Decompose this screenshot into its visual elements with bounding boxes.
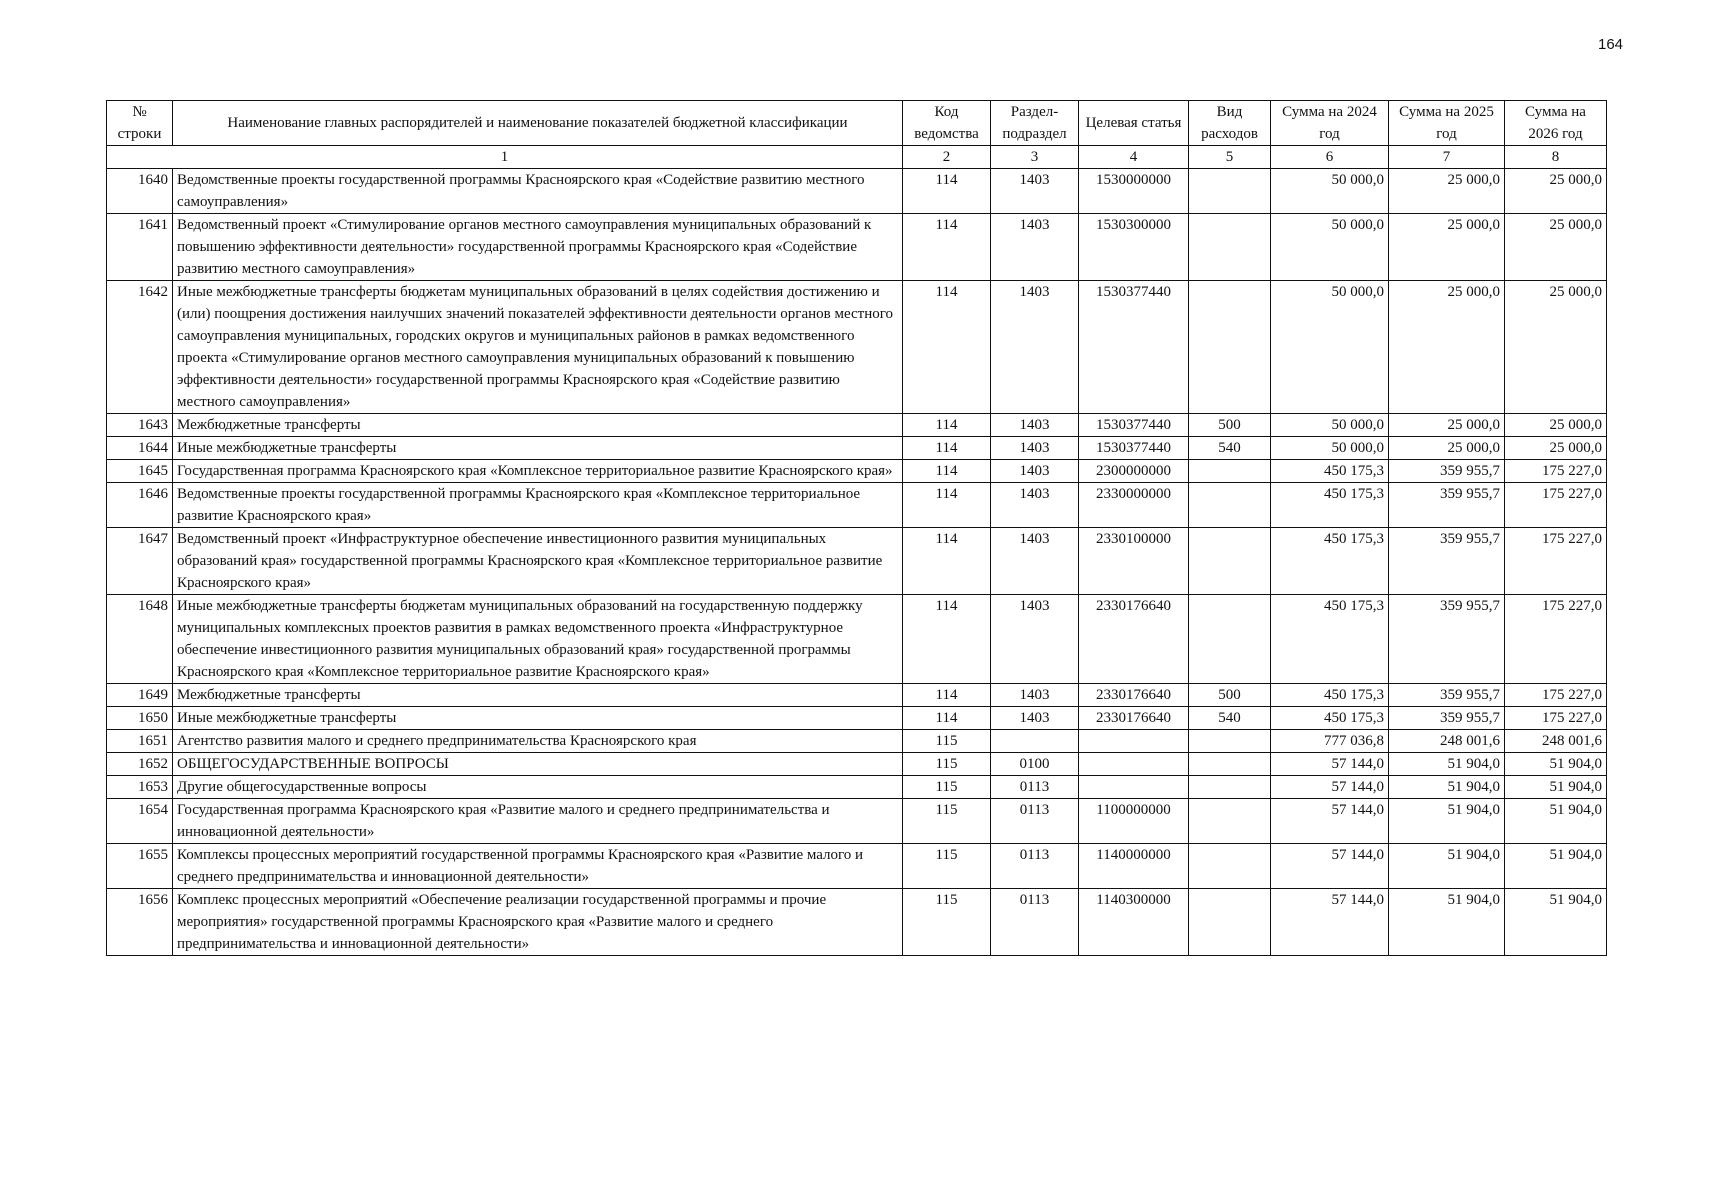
- row-exp-type: [1189, 799, 1271, 844]
- row-sum-2024: 450 175,3: [1271, 460, 1389, 483]
- header-sum-2026: Сумма на 2026 год: [1505, 101, 1607, 146]
- row-sum-2025: 248 001,6: [1389, 730, 1505, 753]
- header-target: Целевая статья: [1079, 101, 1189, 146]
- row-name: Ведомственные проекты государственной программы Красноярского края «Содействие развитию местного самоуправления»: [173, 169, 903, 214]
- row-dept-code: 114: [903, 707, 991, 730]
- row-name: Иные межбюджетные трансферты бюджетам муниципальных образований на государственную поддержку муниципальных комплексных проектов развития в рамках ведомственного проекта «Инфраструктурное обеспечение инвестиционного развития муниципальных образований края» государственной программы Красноярского края «Комплексное территориальное развитие Красноярского края»: [173, 595, 903, 684]
- row-sum-2025: 51 904,0: [1389, 753, 1505, 776]
- row-sum-2024: 450 175,3: [1271, 707, 1389, 730]
- row-sum-2026: 175 227,0: [1505, 483, 1607, 528]
- row-number: 1652: [107, 753, 173, 776]
- row-section: 1403: [991, 483, 1079, 528]
- row-target: [1079, 753, 1189, 776]
- row-sum-2024: 450 175,3: [1271, 528, 1389, 595]
- row-section: 1403: [991, 214, 1079, 281]
- row-number: 1646: [107, 483, 173, 528]
- row-section: 1403: [991, 528, 1079, 595]
- header-name: Наименование главных распорядителей и наименование показателей бюджетной классификации: [173, 101, 903, 146]
- row-number: 1651: [107, 730, 173, 753]
- column-number: 7: [1389, 146, 1505, 169]
- table-body: [107, 169, 1607, 956]
- column-number-row: [107, 146, 1607, 169]
- row-target: 1530300000: [1079, 214, 1189, 281]
- row-target: 2330176640: [1079, 707, 1189, 730]
- header-row: [107, 101, 1607, 146]
- row-target: 1530377440: [1079, 281, 1189, 414]
- row-exp-type: 540: [1189, 437, 1271, 460]
- row-exp-type: [1189, 753, 1271, 776]
- row-number: 1647: [107, 528, 173, 595]
- row-sum-2024: 50 000,0: [1271, 414, 1389, 437]
- row-sum-2026: 175 227,0: [1505, 528, 1607, 595]
- row-number: 1648: [107, 595, 173, 684]
- row-section: 1403: [991, 707, 1079, 730]
- table-row: [107, 776, 1607, 799]
- table-row: [107, 281, 1607, 414]
- row-section: 1403: [991, 684, 1079, 707]
- table-row: [107, 528, 1607, 595]
- row-sum-2024: 50 000,0: [1271, 214, 1389, 281]
- row-target: 1530000000: [1079, 169, 1189, 214]
- table-row: [107, 799, 1607, 844]
- row-exp-type: 500: [1189, 414, 1271, 437]
- row-sum-2025: 359 955,7: [1389, 528, 1505, 595]
- row-sum-2024: 57 144,0: [1271, 799, 1389, 844]
- row-number: 1650: [107, 707, 173, 730]
- row-sum-2024: 57 144,0: [1271, 776, 1389, 799]
- row-target: 2330176640: [1079, 595, 1189, 684]
- table-row: [107, 730, 1607, 753]
- row-section: 1403: [991, 460, 1079, 483]
- row-dept-code: 115: [903, 889, 991, 956]
- row-exp-type: [1189, 889, 1271, 956]
- row-sum-2024: 50 000,0: [1271, 437, 1389, 460]
- row-name: Ведомственные проекты государственной программы Красноярского края «Комплексное территориальное развитие Красноярского края»: [173, 483, 903, 528]
- row-target: 2330100000: [1079, 528, 1189, 595]
- row-section: 1403: [991, 437, 1079, 460]
- row-name: ОБЩЕГОСУДАРСТВЕННЫЕ ВОПРОСЫ: [173, 753, 903, 776]
- row-dept-code: 114: [903, 684, 991, 707]
- row-sum-2026: 25 000,0: [1505, 414, 1607, 437]
- row-name: Межбюджетные трансферты: [173, 684, 903, 707]
- table-row: [107, 437, 1607, 460]
- row-number: 1653: [107, 776, 173, 799]
- page-number: 164: [1598, 36, 1624, 53]
- row-sum-2025: 359 955,7: [1389, 460, 1505, 483]
- row-section: 1403: [991, 414, 1079, 437]
- row-dept-code: 114: [903, 414, 991, 437]
- row-dept-code: 115: [903, 730, 991, 753]
- row-sum-2026: 51 904,0: [1505, 753, 1607, 776]
- row-dept-code: 115: [903, 753, 991, 776]
- row-sum-2024: 50 000,0: [1271, 169, 1389, 214]
- row-number: 1654: [107, 799, 173, 844]
- header-row-no: № строки: [107, 101, 173, 146]
- row-sum-2026: 51 904,0: [1505, 799, 1607, 844]
- header-sum-2024: Сумма на 2024 год: [1271, 101, 1389, 146]
- row-sum-2024: 450 175,3: [1271, 483, 1389, 528]
- table-row: [107, 684, 1607, 707]
- row-target: 1530377440: [1079, 437, 1189, 460]
- row-sum-2025: 359 955,7: [1389, 483, 1505, 528]
- row-name: Комплексы процессных мероприятий государственной программы Красноярского края «Развитие малого и среднего предпринимательства и инновационной деятельности»: [173, 844, 903, 889]
- table-row: [107, 483, 1607, 528]
- row-sum-2026: 51 904,0: [1505, 776, 1607, 799]
- row-name: Государственная программа Красноярского края «Развитие малого и среднего предпринимательства и инновационной деятельности»: [173, 799, 903, 844]
- row-exp-type: [1189, 483, 1271, 528]
- row-sum-2024: 50 000,0: [1271, 281, 1389, 414]
- row-target: 1530377440: [1079, 414, 1189, 437]
- row-sum-2024: 57 144,0: [1271, 844, 1389, 889]
- row-name: Иные межбюджетные трансферты: [173, 707, 903, 730]
- row-sum-2024: 57 144,0: [1271, 753, 1389, 776]
- row-section: 0113: [991, 889, 1079, 956]
- row-exp-type: [1189, 169, 1271, 214]
- row-target: 2330176640: [1079, 684, 1189, 707]
- row-section: 1403: [991, 595, 1079, 684]
- header-section: Раздел-подраздел: [991, 101, 1079, 146]
- row-dept-code: 114: [903, 281, 991, 414]
- row-exp-type: [1189, 528, 1271, 595]
- row-sum-2024: 57 144,0: [1271, 889, 1389, 956]
- budget-table: [106, 100, 1607, 956]
- table-row: [107, 889, 1607, 956]
- row-exp-type: [1189, 730, 1271, 753]
- table-row: [107, 595, 1607, 684]
- header-sum-2025: Сумма на 2025 год: [1389, 101, 1505, 146]
- row-sum-2026: 51 904,0: [1505, 844, 1607, 889]
- row-name: Межбюджетные трансферты: [173, 414, 903, 437]
- row-exp-type: [1189, 844, 1271, 889]
- column-number: 5: [1189, 146, 1271, 169]
- table-row: [107, 214, 1607, 281]
- row-name: Государственная программа Красноярского края «Комплексное территориальное развитие Красноярского края»: [173, 460, 903, 483]
- column-number: 2: [903, 146, 991, 169]
- header-exp-type: Вид расходов: [1189, 101, 1271, 146]
- row-number: 1655: [107, 844, 173, 889]
- column-number: 8: [1505, 146, 1607, 169]
- row-sum-2024: 777 036,8: [1271, 730, 1389, 753]
- column-number: 1: [107, 146, 903, 169]
- row-target: 2330000000: [1079, 483, 1189, 528]
- row-dept-code: 114: [903, 214, 991, 281]
- row-number: 1640: [107, 169, 173, 214]
- table-row: [107, 707, 1607, 730]
- row-dept-code: 114: [903, 528, 991, 595]
- row-section: [991, 730, 1079, 753]
- row-exp-type: 540: [1189, 707, 1271, 730]
- row-name: Ведомственный проект «Стимулирование органов местного самоуправления муниципальных образований к повышению эффективности деятельности» государственной программы Красноярского края «Содействие развитию местного самоуправления»: [173, 214, 903, 281]
- row-sum-2025: 25 000,0: [1389, 437, 1505, 460]
- row-name: Иные межбюджетные трансферты бюджетам муниципальных образований в целях содействия достижению и (или) поощрения достижения наилучших значений показателей эффективности деятельности органов местного самоуправления муниципальных, городских округов и муниципальных районов в рамках ведомственного проекта «Стимулирование органов местного самоуправления муниципальных образований к повышению эффективности деятельности» государственной программы Красноярского края «Содействие развитию местного самоуправления»: [173, 281, 903, 414]
- row-sum-2025: 359 955,7: [1389, 684, 1505, 707]
- row-dept-code: 115: [903, 776, 991, 799]
- table-row: [107, 414, 1607, 437]
- row-number: 1643: [107, 414, 173, 437]
- row-sum-2025: 25 000,0: [1389, 281, 1505, 414]
- header-dept-code: Код ведомства: [903, 101, 991, 146]
- row-number: 1641: [107, 214, 173, 281]
- row-sum-2026: 51 904,0: [1505, 889, 1607, 956]
- row-name: Агентство развития малого и среднего предпринимательства Красноярского края: [173, 730, 903, 753]
- row-target: [1079, 730, 1189, 753]
- row-dept-code: 115: [903, 844, 991, 889]
- row-exp-type: 500: [1189, 684, 1271, 707]
- row-number: 1649: [107, 684, 173, 707]
- column-number: 3: [991, 146, 1079, 169]
- row-sum-2025: 25 000,0: [1389, 414, 1505, 437]
- table-row: [107, 460, 1607, 483]
- row-sum-2025: 51 904,0: [1389, 844, 1505, 889]
- row-number: 1644: [107, 437, 173, 460]
- column-number: 4: [1079, 146, 1189, 169]
- row-section: 0113: [991, 844, 1079, 889]
- row-sum-2026: 175 227,0: [1505, 707, 1607, 730]
- row-exp-type: [1189, 595, 1271, 684]
- row-target: 1140000000: [1079, 844, 1189, 889]
- row-number: 1642: [107, 281, 173, 414]
- row-sum-2024: 450 175,3: [1271, 684, 1389, 707]
- row-target: 1140300000: [1079, 889, 1189, 956]
- row-dept-code: 114: [903, 460, 991, 483]
- row-number: 1656: [107, 889, 173, 956]
- row-sum-2025: 51 904,0: [1389, 799, 1505, 844]
- row-target: 2300000000: [1079, 460, 1189, 483]
- row-exp-type: [1189, 776, 1271, 799]
- row-sum-2025: 25 000,0: [1389, 214, 1505, 281]
- table-row: [107, 169, 1607, 214]
- row-sum-2024: 450 175,3: [1271, 595, 1389, 684]
- row-section: 0113: [991, 776, 1079, 799]
- row-name: Другие общегосударственные вопросы: [173, 776, 903, 799]
- row-section: 1403: [991, 169, 1079, 214]
- row-sum-2026: 25 000,0: [1505, 214, 1607, 281]
- row-dept-code: 115: [903, 799, 991, 844]
- row-sum-2025: 51 904,0: [1389, 889, 1505, 956]
- row-sum-2026: 175 227,0: [1505, 595, 1607, 684]
- row-target: 1100000000: [1079, 799, 1189, 844]
- row-sum-2025: 25 000,0: [1389, 169, 1505, 214]
- row-sum-2026: 248 001,6: [1505, 730, 1607, 753]
- row-sum-2025: 51 904,0: [1389, 776, 1505, 799]
- row-target: [1079, 776, 1189, 799]
- row-name: Иные межбюджетные трансферты: [173, 437, 903, 460]
- row-exp-type: [1189, 460, 1271, 483]
- row-section: 0100: [991, 753, 1079, 776]
- table-row: [107, 844, 1607, 889]
- row-exp-type: [1189, 214, 1271, 281]
- row-dept-code: 114: [903, 169, 991, 214]
- table-row: [107, 753, 1607, 776]
- row-dept-code: 114: [903, 595, 991, 684]
- row-sum-2025: 359 955,7: [1389, 707, 1505, 730]
- row-section: 1403: [991, 281, 1079, 414]
- row-dept-code: 114: [903, 483, 991, 528]
- row-sum-2026: 175 227,0: [1505, 684, 1607, 707]
- row-number: 1645: [107, 460, 173, 483]
- row-dept-code: 114: [903, 437, 991, 460]
- column-number: 6: [1271, 146, 1389, 169]
- row-sum-2026: 25 000,0: [1505, 281, 1607, 414]
- row-exp-type: [1189, 281, 1271, 414]
- row-name: Ведомственный проект «Инфраструктурное обеспечение инвестиционного развития муниципальных образований края» государственной программы Красноярского края «Комплексное территориальное развитие Красноярского края»: [173, 528, 903, 595]
- row-sum-2025: 359 955,7: [1389, 595, 1505, 684]
- row-sum-2026: 25 000,0: [1505, 437, 1607, 460]
- row-sum-2026: 175 227,0: [1505, 460, 1607, 483]
- row-section: 0113: [991, 799, 1079, 844]
- row-name: Комплекс процессных мероприятий «Обеспечение реализации государственной программы и прочие мероприятия» государственной программы Красноярского края «Развитие малого и среднего предпринимательства и инновационной деятельности»: [173, 889, 903, 956]
- row-sum-2026: 25 000,0: [1505, 169, 1607, 214]
